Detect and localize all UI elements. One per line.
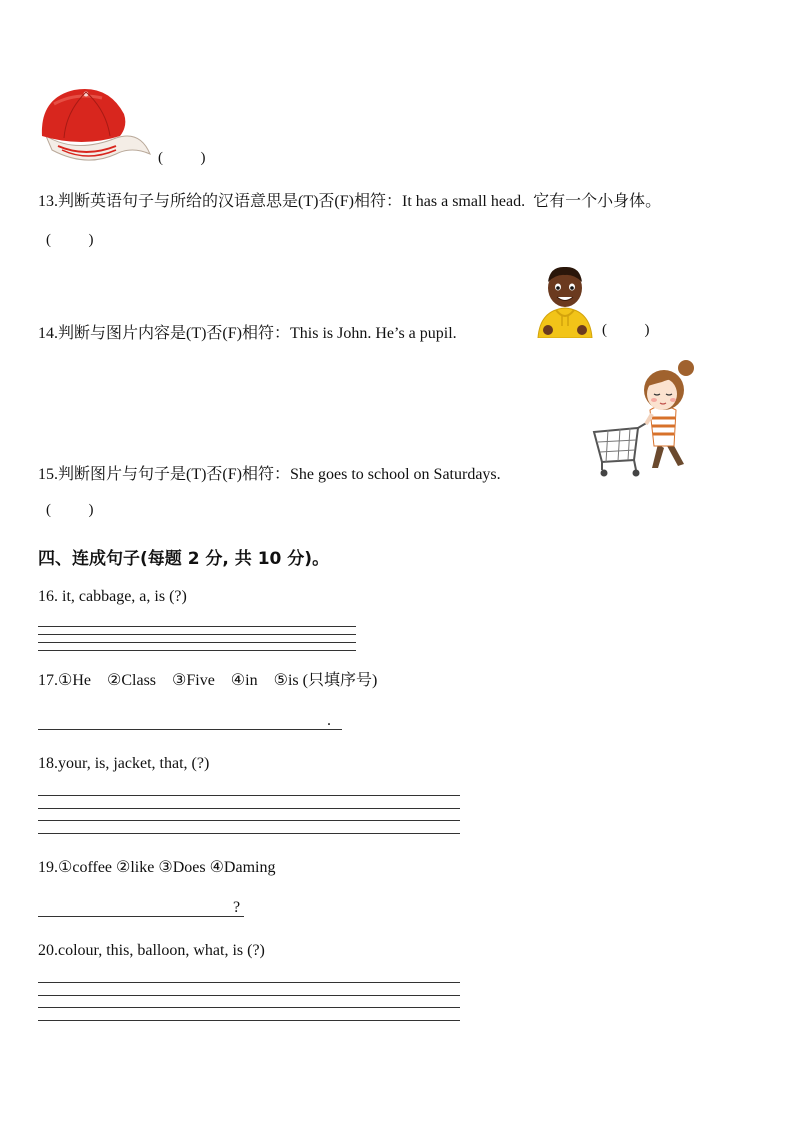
q19-answer-line[interactable] [38,916,244,917]
q20-answer-line-4[interactable] [38,1020,460,1021]
girl-shopping-cart-icon [592,356,700,478]
q17-end-mark: . [327,712,331,729]
red-cap-icon [36,84,154,166]
q20-answer-line-1[interactable] [38,982,460,983]
q18-answer-line-3[interactable] [38,820,460,821]
q13-prefix: 13.判断英语句子与所给的汉语意思是(T)否(F)相符： [38,193,402,210]
q15-answer-blank[interactable]: ( ) [46,502,94,518]
q13-chinese: 它有一个小身体。 [533,193,662,210]
q16-answer-line-3[interactable] [38,642,356,643]
q20-answer-line-3[interactable] [38,1007,460,1008]
q18-answer-line-2[interactable] [38,808,460,809]
boy-yellow-hoodie-icon [534,264,596,338]
q15-english: She goes to school on Saturdays. [290,466,501,483]
q12-answer-blank[interactable]: ( ) [158,150,206,166]
q13-english: It has a small head. [402,193,526,210]
q14-answer-blank[interactable]: ( ) [602,322,650,338]
q15-prefix: 15.判断图片与句子是(T)否(F)相符： [38,466,290,483]
q16-answer-line-1[interactable] [38,626,356,627]
q14-question [38,324,457,344]
q16-answer-line-2[interactable] [38,634,356,635]
q16-answer-line-4[interactable] [38,650,356,651]
q13-answer-blank[interactable]: ( ) [46,232,94,248]
q19-question: 19.①coffee ②like ③Does ④Daming [38,859,276,876]
section-4-title: 四、连成句子(每题 2 分, 共 10 分)。 [38,549,330,569]
q14-english: This is John. He’s a pupil. [290,325,457,342]
q18-answer-line-4[interactable] [38,833,460,834]
q16-question: 16. it, cabbage, a, is (?) [38,588,187,605]
q17-answer-line[interactable] [38,729,342,730]
q15-question [38,465,501,485]
q18-question: 18.your, is, jacket, that, (?) [38,755,210,772]
q18-answer-line-1[interactable] [38,795,460,796]
q20-question: 20.colour, this, balloon, what, is (?) [38,942,265,959]
q17-question: 17.①He ②Class ③Five ④in ⑤is (只填序号) [38,672,378,689]
q14-prefix: 14.判断与图片内容是(T)否(F)相符： [38,325,290,342]
q13-question [38,192,661,212]
q19-end-mark: ? [233,899,241,916]
q20-answer-line-2[interactable] [38,995,460,996]
